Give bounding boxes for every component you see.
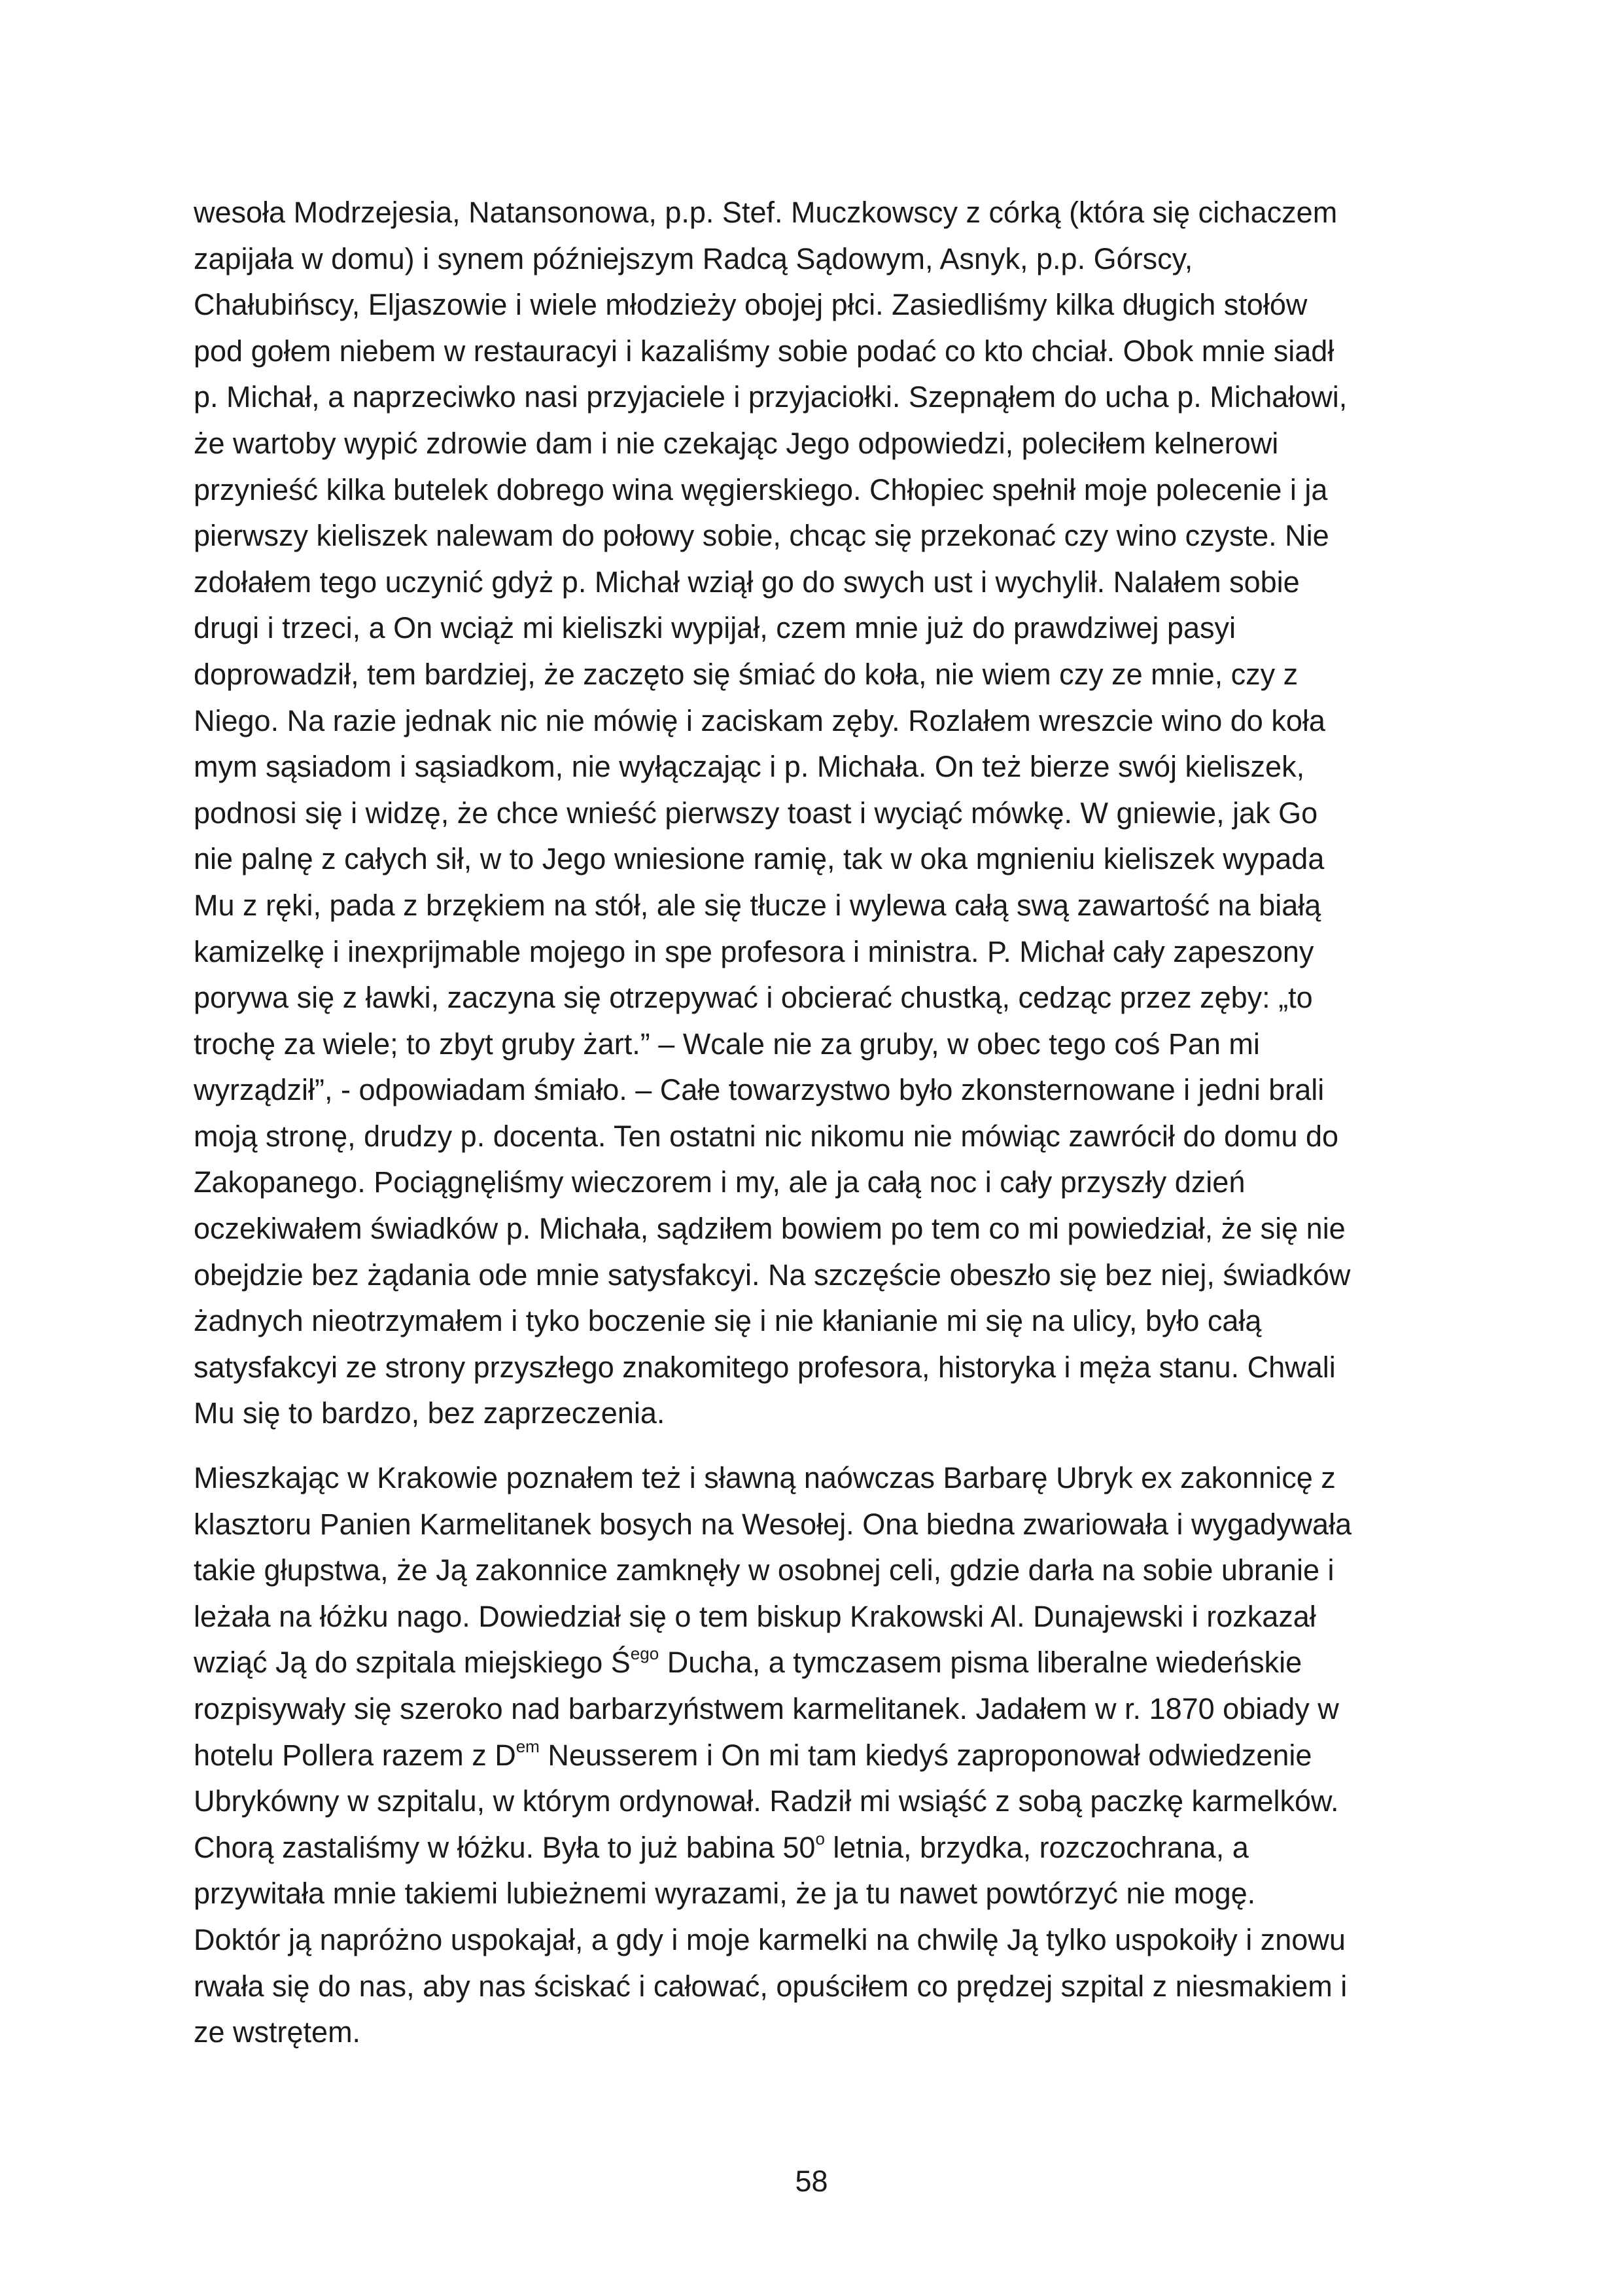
text-line: wyrządził”, - odpowiadam śmiało. – Całe towarzystwo było zkonsternowane i jedni brali bbox=[194, 1073, 1325, 1107]
text-line: zapijała w domu) i synem późniejszym Radcą Sądowym, Asnyk, p.p. Górscy, bbox=[194, 241, 1193, 275]
text-line: Ubrykówny w szpitalu, w którym ordynował. Radził mi wsiąść z sobą paczkę karmelków. bbox=[194, 1784, 1339, 1818]
paragraph-2 bbox=[194, 1455, 1444, 2056]
text-line: Chałubińscy, Eljaszowie i wiele młodzieży obojej płci. Zasiedliśmy kilka długich stołów bbox=[194, 288, 1308, 322]
text-line: oczekiwałem świadków p. Michała, sądziłem bowiem po tem co mi powiedział, że się nie bbox=[194, 1212, 1346, 1246]
text-line: satysfakcyi ze strony przyszłego znakomitego profesora, historyka i męża stanu. Chwali bbox=[194, 1350, 1336, 1384]
superscript: ego bbox=[630, 1644, 659, 1664]
text-line: porywa się z ławki, zaczyna się otrzepywać i obcierać chustką, cedząc przez zęby: „to bbox=[194, 981, 1313, 1015]
text-line bbox=[194, 1640, 1444, 1686]
text-segment: Ducha, a tymczasem pisma liberalne wiedeńskie bbox=[659, 1646, 1302, 1680]
text-line: wesoła Modrzejesia, Natansonowa, p.p. Stef. Muczkowscy z córką (która się cichaczem bbox=[194, 196, 1338, 229]
text-line: Niego. Na razie jednak nic nie mówię i zaciskam zęby. Rozlałem wreszcie wino do koła bbox=[194, 703, 1325, 737]
text-line: p. Michał, a naprzeciwko nasi przyjaciele i przyjaciołki. Szepnąłem do ucha p. Michałowi, bbox=[194, 380, 1348, 414]
text-line: pod gołem niebem w restauracyi i kazaliśmy sobie podać co kto chciał. Obok mnie siadł bbox=[194, 334, 1335, 368]
page-number: 58 bbox=[795, 2164, 828, 2198]
text-line: podnosi się i widzę, że chce wnieść pierwszy toast i wyciąć mówkę. W gniewie, jak Go bbox=[194, 796, 1318, 830]
text-line: że wartoby wypić zdrowie dam i nie czekając Jego odpowiedzi, poleciłem kelnerowi bbox=[194, 426, 1279, 460]
text-line: przynieść kilka butelek dobrego wina węgierskiego. Chłopiec spełnił moje polecenie i ja bbox=[194, 472, 1328, 506]
text-line: Mieszkając w Krakowie poznałem też i sławną naówczas Barbarę Ubryk ex zakonnicę z bbox=[194, 1461, 1336, 1495]
text-line: leżała na łóżku nago. Dowiedział się o tem biskup Krakowski Al. Dunajewski i rozkazał bbox=[194, 1599, 1316, 1633]
text-line: trochę za wiele; to zbyt gruby żart.” – Wcale nie za gruby, w obec tego coś Pan mi bbox=[194, 1027, 1260, 1061]
text-line bbox=[194, 1733, 1444, 1779]
text-line: moją stronę, drudzy p. docenta. Ten ostatni nic nikomu nie mówiąc zawrócił do domu do bbox=[194, 1119, 1339, 1153]
text-line: zdołałem tego uczynić gdyż p. Michał wziął go do swych ust i wychylił. Nalałem sobie bbox=[194, 565, 1300, 599]
text-line: klasztoru Panien Karmelitanek bosych na Wesołej. Ona biedna zwariowała i wygadywała bbox=[194, 1507, 1352, 1541]
text-line: drugi i trzeci, a On wciąż mi kieliszki wypijał, czem mnie już do prawdziwej pasyi bbox=[194, 611, 1236, 645]
text-line: nie palnę z całych sił, w to Jego wniesione ramię, tak w oka mgnieniu kieliszek wypada bbox=[194, 842, 1325, 876]
paragraph-1 bbox=[194, 190, 1444, 1437]
text-segment: wziąć Ją do szpitala miejskiego Ś bbox=[194, 1646, 631, 1680]
text-line: obejdzie bez żądania ode mnie satysfakcyi. Na szczęście obeszło się bez niej, świadków bbox=[194, 1258, 1351, 1292]
text-line: Zakopanego. Pociągnęliśmy wieczorem i my, ale ja całą noc i cały przyszły dzień bbox=[194, 1165, 1246, 1199]
text-line: rozpisywały się szeroko nad barbarzyństwem karmelitanek. Jadałem w r. 1870 obiady w bbox=[194, 1692, 1339, 1725]
text-line: Mu z ręki, pada z brzękiem na stół, ale się tłucze i wylewa całą swą zawartość na białą bbox=[194, 888, 1321, 922]
text-segment: letnia, brzydka, rozczochrana, a bbox=[824, 1830, 1249, 1864]
text-line: pierwszy kieliszek nalewam do połowy sobie, chcąc się przekonać czy wino czyste. Nie bbox=[194, 519, 1329, 553]
text-line: mym sąsiadom i sąsiadkom, nie wyłączając i p. Michała. On też bierze swój kieliszek, bbox=[194, 750, 1305, 784]
text-line: przywitała mnie takiemi lubieżnemi wyrazami, że ja tu nawet powtórzyć nie mogę. bbox=[194, 1877, 1256, 1911]
text-segment: Neusserem i On mi tam kiedyś zaproponował odwiedzenie bbox=[539, 1738, 1312, 1772]
text-line bbox=[194, 1825, 1444, 1871]
text-segment: hotelu Pollera razem z D bbox=[194, 1738, 516, 1772]
text-line: rwała się do nas, aby nas ściskać i całować, opuściłem co prędzej szpital z niesmakiem i bbox=[194, 1969, 1348, 2003]
text-line: doprowadził, tem bardziej, że zaczęto się śmiać do koła, nie wiem czy ze mnie, czy z bbox=[194, 657, 1299, 691]
superscript: em bbox=[515, 1736, 540, 1756]
text-line: kamizelkę i inexprijmable mojego in spe profesora i ministra. P. Michał cały zapeszony bbox=[194, 934, 1314, 968]
text-line: żadnych nieotrzymałem i tyko boczenie się i nie kłanianie mi się na ulicy, było całą bbox=[194, 1304, 1262, 1338]
text-line: takie głupstwa, że Ją zakonnice zamknęły w osobnej celi, gdzie darła na sobie ubranie i bbox=[194, 1553, 1335, 1587]
text-segment: Chorą zastaliśmy w łóżku. Była to już babina 50 bbox=[194, 1830, 816, 1864]
superscript: o bbox=[815, 1828, 825, 1848]
text-line: Doktór ją napróżno uspokajał, a gdy i moje karmelki na chwilę Ją tylko uspokoiły i znowu bbox=[194, 1922, 1346, 1956]
text-line: ze wstrętem. bbox=[194, 2015, 361, 2049]
text-line: Mu się to bardzo, bez zaprzeczenia. bbox=[194, 1396, 665, 1430]
body-text bbox=[194, 190, 1444, 2056]
